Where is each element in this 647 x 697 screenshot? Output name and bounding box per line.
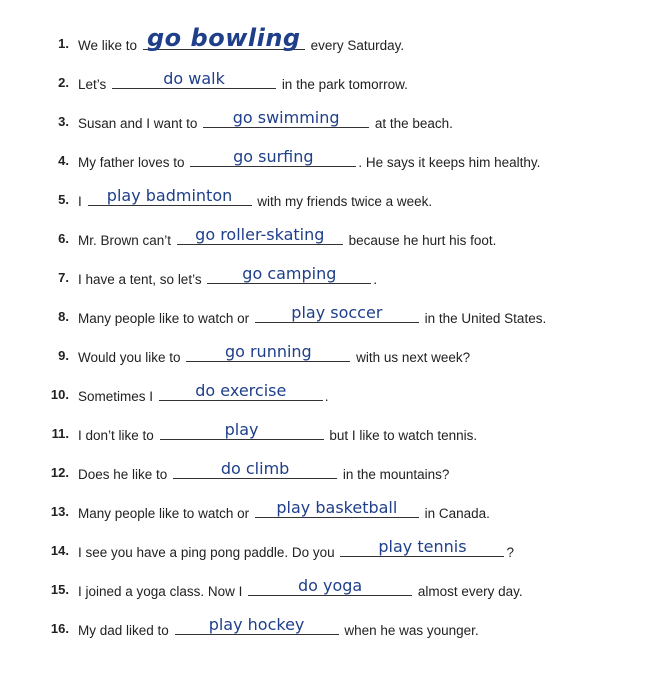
question-1 [0, 24, 647, 54]
question-number: 6. [58, 231, 69, 246]
question-2 [0, 69, 647, 93]
text-before: Many people like to watch or [78, 506, 250, 521]
question-8 [0, 303, 647, 327]
answer-text: do exercise [195, 381, 287, 400]
question-6 [0, 225, 647, 249]
text-after: when he was younger. [344, 623, 479, 638]
answer-text: play tennis [378, 537, 467, 556]
text-before: We like to [78, 38, 138, 53]
question-text [78, 264, 378, 290]
text-before: I have a tent, so let’s [78, 272, 202, 287]
question-number: 12. [50, 465, 69, 480]
question-text [78, 303, 547, 329]
answer-blank[interactable] [112, 69, 276, 89]
answer-text: play basketball [276, 498, 398, 517]
answer-blank[interactable] [88, 186, 252, 206]
answer-text: play hockey [208, 615, 305, 634]
text-after: ? [506, 545, 514, 560]
question-16 [0, 615, 647, 639]
answer-blank[interactable] [186, 342, 350, 362]
question-text [78, 537, 514, 563]
text-after: because he hurt his foot. [348, 233, 497, 248]
question-text [78, 108, 453, 134]
answer-text: go swimming [232, 108, 340, 127]
text-before: Mr. Brown can’t [78, 233, 172, 248]
text-before: I [78, 194, 82, 209]
text-after: in the United States. [424, 311, 547, 326]
text-before: Does he like to [78, 467, 168, 482]
text-before: Susan and I want to [78, 116, 198, 131]
text-after: every Saturday. [310, 38, 405, 53]
text-before: I see you have a ping pong paddle. Do you [78, 545, 335, 560]
question-number: 10. [50, 387, 69, 402]
answer-text: do climb [220, 459, 290, 478]
answer-blank[interactable] [143, 24, 305, 52]
question-number: 1. [58, 36, 69, 51]
text-before: Many people like to watch or [78, 311, 250, 326]
question-text [78, 420, 478, 446]
question-9 [0, 342, 647, 366]
answer-blank[interactable] [255, 498, 419, 518]
text-before: I don’t like to [78, 428, 154, 443]
question-text [78, 69, 408, 95]
text-after: but I like to watch tennis. [329, 428, 478, 443]
answer-text: do walk [163, 69, 225, 88]
text-before: My dad liked to [78, 623, 169, 638]
question-number: 2. [58, 75, 69, 90]
text-after: with us next week? [356, 350, 471, 365]
answer-blank[interactable] [207, 264, 371, 284]
question-text [78, 147, 541, 173]
question-number: 5. [58, 192, 69, 207]
answer-text: do yoga [297, 576, 363, 595]
question-text [78, 498, 490, 524]
answer-text: play soccer [291, 303, 383, 322]
question-text [78, 576, 523, 602]
question-number: 16. [50, 621, 69, 636]
text-before: My father loves to [78, 155, 185, 170]
answer-blank[interactable] [160, 420, 324, 440]
answer-blank[interactable] [340, 537, 504, 557]
question-number: 11. [51, 426, 69, 441]
question-10 [0, 381, 647, 405]
answer-text: go camping [242, 264, 337, 283]
text-after: with my friends twice a week. [257, 194, 433, 209]
question-text [78, 615, 479, 641]
text-after: almost every day. [417, 584, 523, 599]
text-after: in the park tomorrow. [281, 77, 408, 92]
question-text [78, 342, 471, 368]
question-number: 7. [58, 270, 69, 285]
question-11 [0, 420, 647, 444]
text-before: Let’s [78, 77, 107, 92]
question-number: 4. [58, 153, 69, 168]
question-number: 3. [58, 114, 69, 129]
text-after: in the mountains? [342, 467, 450, 482]
text-before: Would you like to [78, 350, 181, 365]
answer-blank[interactable] [175, 615, 339, 635]
text-after: . [324, 389, 329, 404]
text-before: I joined a yoga class. Now I [78, 584, 243, 599]
question-text [78, 225, 497, 251]
text-after: . He says it keeps him healthy. [358, 155, 541, 170]
text-after: in Canada. [424, 506, 490, 521]
question-text [78, 24, 405, 56]
answer-text: go running [224, 342, 312, 361]
answer-blank[interactable] [159, 381, 323, 401]
question-14 [0, 537, 647, 561]
answer-blank[interactable] [173, 459, 337, 479]
question-number: 8. [58, 309, 69, 324]
answer-blank[interactable] [248, 576, 412, 596]
question-number: 14. [50, 543, 69, 558]
question-4 [0, 147, 647, 171]
question-number: 13. [50, 504, 69, 519]
question-3 [0, 108, 647, 132]
text-after: . [373, 272, 378, 287]
question-text [78, 381, 329, 407]
text-before: Sometimes I [78, 389, 154, 404]
answer-blank[interactable] [177, 225, 343, 245]
answer-blank[interactable] [190, 147, 356, 167]
answer-text: play [224, 420, 259, 439]
question-number: 15. [50, 582, 69, 597]
question-7 [0, 264, 647, 288]
question-12 [0, 459, 647, 483]
question-15 [0, 576, 647, 600]
answer-text: go surfing [233, 147, 314, 166]
text-after: at the beach. [374, 116, 453, 131]
answer-text: go bowling [147, 24, 301, 52]
answer-blank[interactable] [255, 303, 419, 323]
answer-blank[interactable] [203, 108, 369, 128]
answer-text: go roller-skating [195, 225, 325, 244]
question-number: 9. [58, 348, 69, 363]
question-text [78, 186, 433, 212]
question-5 [0, 186, 647, 210]
answer-text: play badminton [106, 186, 233, 205]
question-text [78, 459, 450, 485]
question-13 [0, 498, 647, 522]
